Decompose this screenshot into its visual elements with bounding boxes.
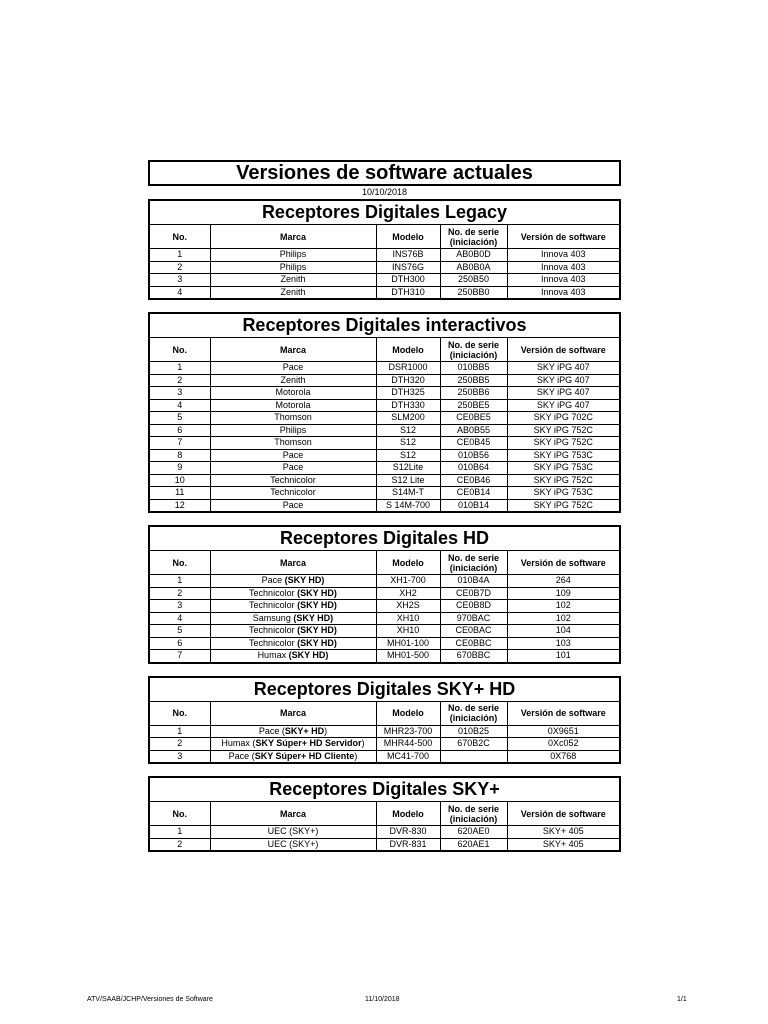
table-row <box>150 750 619 762</box>
section-table <box>148 312 621 513</box>
marca-text: Pace <box>282 362 304 373</box>
marca-text: Thomson <box>274 412 312 423</box>
cell-marca <box>210 625 376 638</box>
cell-no: 5 <box>150 412 210 425</box>
col-no-header: No. <box>150 225 210 249</box>
table-row <box>150 587 619 600</box>
cell-version: Innova 403 <box>507 274 619 287</box>
marca-bold-text: (SKY HD) <box>297 637 337 648</box>
marca-text: Pace <box>282 462 304 473</box>
cell-version: SKY iPG 407 <box>507 374 619 387</box>
sections-container <box>148 199 621 852</box>
cell-serie: CE0B46 <box>440 474 507 487</box>
marca-bold-text: (SKY HD) <box>297 625 337 636</box>
section-table <box>148 525 621 664</box>
cell-serie: 010B25 <box>440 725 507 738</box>
cell-no: 1 <box>150 575 210 588</box>
cell-marca <box>210 424 376 437</box>
marca-text: Pace ( <box>228 750 255 761</box>
cell-no: 8 <box>150 449 210 462</box>
table-row <box>150 625 619 638</box>
cell-serie: AB0B55 <box>440 424 507 437</box>
cell-marca <box>210 249 376 262</box>
cell-serie: AB0B0D <box>440 249 507 262</box>
col-modelo-header: Modelo <box>376 702 440 726</box>
cell-marca <box>210 750 376 762</box>
marca-text: Motorola <box>275 387 311 398</box>
cell-version: SKY iPG 752C <box>507 437 619 450</box>
marca-text: Samsung <box>252 612 291 623</box>
data-table <box>150 802 619 850</box>
cell-version: SKY iPG 753C <box>507 487 619 500</box>
cell-modelo: INS76G <box>376 261 440 274</box>
table-row <box>150 387 619 400</box>
cell-no: 2 <box>150 587 210 600</box>
col-marca-header: Marca <box>210 225 376 249</box>
marca-text: Philips <box>279 424 307 435</box>
marca-text: Pace <box>282 449 304 460</box>
document-date: 10/10/2018 <box>361 187 408 197</box>
col-modelo-header: Modelo <box>376 802 440 826</box>
cell-serie: 010B56 <box>440 449 507 462</box>
cell-no: 4 <box>150 399 210 412</box>
section-title: Receptores Digitales SKY+ <box>150 778 619 802</box>
cell-version: 102 <box>507 600 619 613</box>
data-table <box>150 225 619 298</box>
cell-serie: CE0B45 <box>440 437 507 450</box>
cell-serie: 010BB5 <box>440 362 507 375</box>
cell-modelo: MH01-100 <box>376 637 440 650</box>
cell-modelo: S12 <box>376 437 440 450</box>
cell-serie: CE0B7D <box>440 587 507 600</box>
cell-marca <box>210 838 376 850</box>
col-modelo-header: Modelo <box>376 225 440 249</box>
marca-end-text: ) <box>324 725 328 736</box>
col-version-header: Versión de software <box>507 802 619 826</box>
cell-marca <box>210 725 376 738</box>
section-title: Receptores Digitales interactivos <box>150 314 619 338</box>
footer-date: 11/10/2018 <box>365 996 400 1003</box>
cell-marca <box>210 474 376 487</box>
col-no-header: No. <box>150 802 210 826</box>
cell-no: 12 <box>150 499 210 511</box>
cell-modelo: INS76B <box>376 249 440 262</box>
cell-marca <box>210 286 376 298</box>
cell-version: Innova 403 <box>507 261 619 274</box>
table-row <box>150 826 619 839</box>
marca-text: Pace <box>282 499 304 510</box>
marca-text: Motorola <box>275 399 311 410</box>
marca-bold-text: (SKY HD) <box>293 612 334 623</box>
col-marca-header: Marca <box>210 802 376 826</box>
cell-modelo: XH2 <box>376 587 440 600</box>
cell-no: 1 <box>150 362 210 375</box>
marca-text: Pace ( <box>258 725 285 736</box>
cell-modelo: DTH310 <box>376 286 440 298</box>
marca-text: Technicolor <box>249 637 295 648</box>
table-row <box>150 424 619 437</box>
cell-no: 2 <box>150 261 210 274</box>
cell-serie: CE0B14 <box>440 487 507 500</box>
table-row <box>150 499 619 511</box>
cell-marca <box>210 826 376 839</box>
cell-version: 109 <box>507 587 619 600</box>
data-table <box>150 338 619 511</box>
col-no-header: No. <box>150 338 210 362</box>
cell-no: 7 <box>150 650 210 662</box>
document-title: Versiones de software actuales <box>148 160 621 186</box>
marca-bold-text: (SKY HD) <box>288 650 329 661</box>
cell-marca <box>210 261 376 274</box>
cell-no: 3 <box>150 600 210 613</box>
table-row <box>150 738 619 751</box>
cell-version: SKY iPG 407 <box>507 387 619 400</box>
cell-modelo: DTH320 <box>376 374 440 387</box>
marca-end-text: ) <box>354 750 358 761</box>
cell-marca <box>210 612 376 625</box>
cell-serie: CE0BAC <box>440 625 507 638</box>
col-version-header: Versión de software <box>507 551 619 575</box>
cell-version: SKY iPG 752C <box>507 474 619 487</box>
table-row <box>150 474 619 487</box>
cell-marca <box>210 650 376 662</box>
cell-serie: 010B14 <box>440 499 507 511</box>
cell-modelo: S12 <box>376 449 440 462</box>
cell-no: 2 <box>150 738 210 751</box>
col-marca-header: Marca <box>210 338 376 362</box>
footer-path: ATV/SAAB/JCHP/Versiones de Software <box>87 996 213 1003</box>
section-table <box>148 776 621 852</box>
cell-modelo: XH10 <box>376 612 440 625</box>
cell-serie: 970BAC <box>440 612 507 625</box>
table-row <box>150 362 619 375</box>
cell-no: 1 <box>150 826 210 839</box>
cell-serie: 010B4A <box>440 575 507 588</box>
cell-version: Innova 403 <box>507 249 619 262</box>
col-modelo-header: Modelo <box>376 551 440 575</box>
cell-marca <box>210 399 376 412</box>
cell-marca <box>210 274 376 287</box>
cell-version: SKY+ 405 <box>507 826 619 839</box>
cell-modelo: MHR44-500 <box>376 738 440 751</box>
cell-version: 0Xc052 <box>507 738 619 751</box>
table-row <box>150 374 619 387</box>
marca-end-text: ) <box>361 738 365 749</box>
marca-text: Pace <box>261 575 283 586</box>
section-table <box>148 676 621 765</box>
col-marca-header: Marca <box>210 702 376 726</box>
table-row <box>150 575 619 588</box>
table-row <box>150 725 619 738</box>
cell-version: 101 <box>507 650 619 662</box>
cell-marca <box>210 437 376 450</box>
marca-text: Technicolor <box>270 487 316 498</box>
cell-marca <box>210 575 376 588</box>
section-title: Receptores Digitales SKY+ HD <box>150 678 619 702</box>
table-row <box>150 487 619 500</box>
table-row <box>150 838 619 850</box>
cell-modelo: MH01-500 <box>376 650 440 662</box>
cell-serie: CE0BBC <box>440 637 507 650</box>
cell-version: SKY iPG 752C <box>507 424 619 437</box>
cell-modelo: XH10 <box>376 625 440 638</box>
cell-version: 103 <box>507 637 619 650</box>
cell-version: 104 <box>507 625 619 638</box>
cell-marca <box>210 738 376 751</box>
col-version-header: Versión de software <box>507 702 619 726</box>
cell-no: 11 <box>150 487 210 500</box>
table-row <box>150 249 619 262</box>
cell-no: 10 <box>150 474 210 487</box>
marca-text: Philips <box>279 249 307 260</box>
cell-modelo: MC41-700 <box>376 750 440 762</box>
col-serie-header: No. de serie (iniciación) <box>440 338 507 362</box>
col-version-header: Versión de software <box>507 225 619 249</box>
col-version-header: Versión de software <box>507 338 619 362</box>
cell-version: 0X768 <box>507 750 619 762</box>
cell-modelo: S12 Lite <box>376 474 440 487</box>
cell-no: 3 <box>150 750 210 762</box>
cell-version: 264 <box>507 575 619 588</box>
cell-marca <box>210 600 376 613</box>
cell-serie: 250BE5 <box>440 399 507 412</box>
cell-version: SKY+ 405 <box>507 838 619 850</box>
section-title: Receptores Digitales HD <box>150 527 619 551</box>
col-serie-header: No. de serie (iniciación) <box>440 225 507 249</box>
cell-serie: 010B64 <box>440 462 507 475</box>
cell-serie: AB0B0A <box>440 261 507 274</box>
marca-text: UEC (SKY+) <box>267 826 319 837</box>
cell-marca <box>210 637 376 650</box>
marca-text: Thomson <box>274 437 312 448</box>
cell-no: 1 <box>150 249 210 262</box>
cell-version: SKY iPG 407 <box>507 399 619 412</box>
cell-no: 9 <box>150 462 210 475</box>
marca-text: Technicolor <box>249 587 295 598</box>
cell-marca <box>210 487 376 500</box>
cell-version: 102 <box>507 612 619 625</box>
cell-serie: 250BB0 <box>440 286 507 298</box>
cell-marca <box>210 374 376 387</box>
col-no-header: No. <box>150 702 210 726</box>
cell-version: Innova 403 <box>507 286 619 298</box>
table-row <box>150 412 619 425</box>
cell-no: 6 <box>150 637 210 650</box>
marca-text: Technicolor <box>249 600 295 611</box>
col-serie-header: No. de serie (iniciación) <box>440 802 507 826</box>
marca-text: Technicolor <box>249 625 295 636</box>
cell-marca <box>210 412 376 425</box>
table-row <box>150 274 619 287</box>
cell-modelo: DTH330 <box>376 399 440 412</box>
cell-modelo: S 14M-700 <box>376 499 440 511</box>
cell-modelo: S14M-T <box>376 487 440 500</box>
marca-bold-text: (SKY HD) <box>297 600 337 611</box>
cell-no: 3 <box>150 387 210 400</box>
cell-no: 4 <box>150 612 210 625</box>
cell-modelo: MHR23-700 <box>376 725 440 738</box>
cell-version: SKY iPG 753C <box>507 449 619 462</box>
marca-text: Zenith <box>280 274 306 285</box>
marca-text: Humax ( <box>221 738 256 749</box>
table-row <box>150 462 619 475</box>
marca-text: Zenith <box>280 286 306 297</box>
cell-modelo: DSR1000 <box>376 362 440 375</box>
cell-marca <box>210 362 376 375</box>
cell-serie: 620AE1 <box>440 838 507 850</box>
marca-bold-text: SKY Súper+ HD Servidor <box>255 738 362 749</box>
cell-modelo: SLM200 <box>376 412 440 425</box>
marca-text: Zenith <box>280 374 306 385</box>
table-row <box>150 600 619 613</box>
cell-serie: 250B50 <box>440 274 507 287</box>
cell-serie <box>440 750 507 762</box>
marca-text: Philips <box>279 261 307 272</box>
cell-marca <box>210 587 376 600</box>
cell-modelo: DTH300 <box>376 274 440 287</box>
cell-serie: CE0B8D <box>440 600 507 613</box>
cell-serie: 620AE0 <box>440 826 507 839</box>
table-row <box>150 449 619 462</box>
cell-modelo: DVR-830 <box>376 826 440 839</box>
table-row <box>150 437 619 450</box>
marca-bold-text: (SKY HD) <box>297 587 337 598</box>
marca-bold-text: SKY Súper+ HD Cliente <box>254 750 355 761</box>
cell-no: 2 <box>150 374 210 387</box>
cell-marca <box>210 449 376 462</box>
cell-serie: CE0BE5 <box>440 412 507 425</box>
cell-version: SKY iPG 753C <box>507 462 619 475</box>
table-row <box>150 612 619 625</box>
marca-text: Humax <box>257 650 287 661</box>
cell-modelo: S12Lite <box>376 462 440 475</box>
cell-modelo: XH2S <box>376 600 440 613</box>
cell-serie: 670BBC <box>440 650 507 662</box>
cell-modelo: DVR-831 <box>376 838 440 850</box>
cell-serie: 250BB5 <box>440 374 507 387</box>
marca-text: Technicolor <box>270 474 316 485</box>
table-row <box>150 650 619 662</box>
cell-marca <box>210 462 376 475</box>
cell-no: 6 <box>150 424 210 437</box>
col-serie-header: No. de serie (iniciación) <box>440 702 507 726</box>
section-table <box>148 199 621 300</box>
footer-page: 1/1 <box>677 996 687 1003</box>
table-row <box>150 637 619 650</box>
cell-no: 3 <box>150 274 210 287</box>
cell-modelo: S12 <box>376 424 440 437</box>
table-row <box>150 261 619 274</box>
cell-modelo: DTH325 <box>376 387 440 400</box>
marca-bold-text: SKY+ HD <box>284 725 325 736</box>
document <box>148 160 621 864</box>
cell-serie: 670B2C <box>440 738 507 751</box>
col-modelo-header: Modelo <box>376 338 440 362</box>
col-marca-header: Marca <box>210 551 376 575</box>
cell-no: 5 <box>150 625 210 638</box>
col-no-header: No. <box>150 551 210 575</box>
cell-no: 4 <box>150 286 210 298</box>
section-title: Receptores Digitales Legacy <box>150 201 619 225</box>
cell-no: 7 <box>150 437 210 450</box>
cell-version: SKY iPG 752C <box>507 499 619 511</box>
cell-serie: 250BB6 <box>440 387 507 400</box>
cell-version: SKY iPG 407 <box>507 362 619 375</box>
cell-version: 0X9651 <box>507 725 619 738</box>
cell-marca <box>210 499 376 511</box>
cell-no: 2 <box>150 838 210 850</box>
data-table <box>150 702 619 763</box>
table-row <box>150 286 619 298</box>
cell-modelo: XH1-700 <box>376 575 440 588</box>
data-table <box>150 551 619 662</box>
marca-text: UEC (SKY+) <box>267 838 319 849</box>
table-row <box>150 399 619 412</box>
marca-bold-text: (SKY HD) <box>284 575 325 586</box>
cell-marca <box>210 387 376 400</box>
cell-version: SKY iPG 702C <box>507 412 619 425</box>
cell-no: 1 <box>150 725 210 738</box>
col-serie-header: No. de serie (iniciación) <box>440 551 507 575</box>
